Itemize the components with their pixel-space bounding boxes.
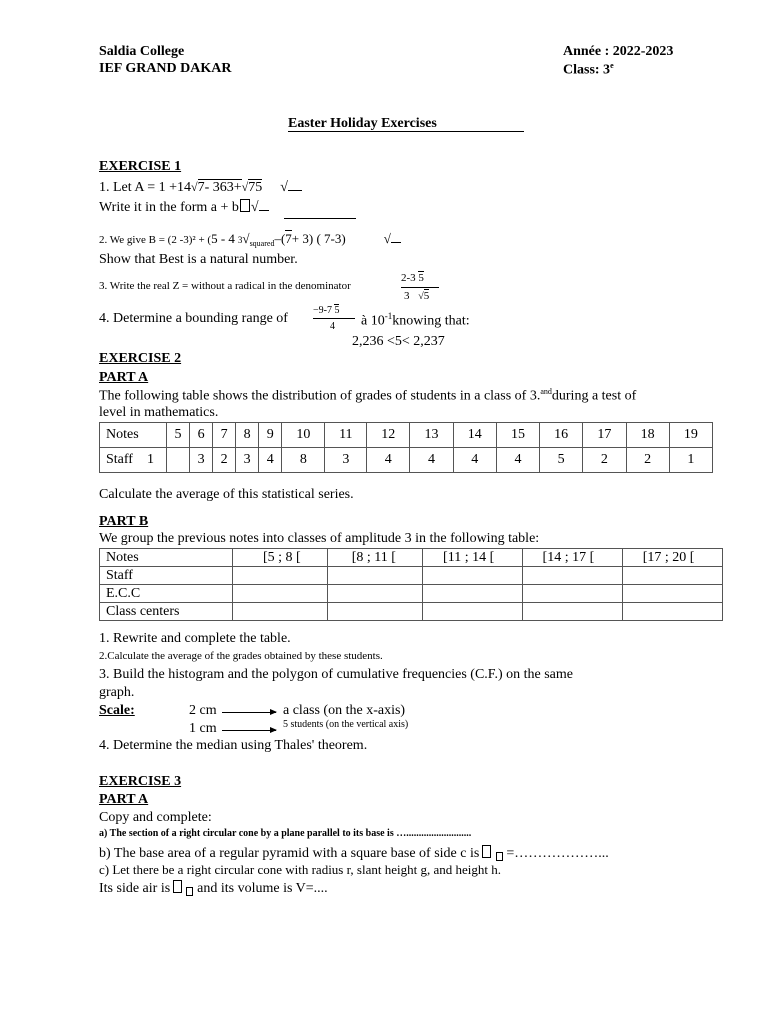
table-cell: 4 <box>410 448 453 473</box>
ex2-intro-text: The following table shows the distribution of grades of students in a class of 3. <box>99 388 541 404</box>
q3-den-radicand: 5 <box>423 290 430 302</box>
q2-part-b: 5 - 4 <box>211 231 235 246</box>
q3-num-text: 2-3 <box>401 272 416 284</box>
table-cell: 5 <box>540 448 583 473</box>
ex3-part-a: PART A <box>99 792 149 807</box>
q3-denominator: 3 √5 <box>404 290 430 302</box>
table-row <box>100 423 713 448</box>
scale-x-desc: a class (on the x-axis) <box>283 703 406 718</box>
table-cell: 2 <box>213 448 236 473</box>
exercise-2-heading: EXERCISE 2 <box>99 351 182 366</box>
q4-ineq-right: < 2,237 <box>401 334 445 349</box>
table-row <box>100 567 723 585</box>
classes-table <box>99 548 723 621</box>
table-cell: 9 <box>259 423 282 448</box>
ex2-b3-cont: graph. <box>99 685 135 700</box>
arrow-icon <box>222 730 276 731</box>
q2-root: √ <box>242 231 250 246</box>
q4-num-text: −9-7 <box>313 305 332 316</box>
table-cell <box>522 567 622 585</box>
table-cell: 4 <box>367 448 410 473</box>
q1-form-text: Write it in the form a + b <box>99 200 239 215</box>
q3-den-text: 3 <box>404 290 410 302</box>
table-cell <box>327 603 422 621</box>
table-cell <box>522 603 622 621</box>
table-cell: [8 ; 11 [ <box>327 549 422 567</box>
ex1-q3: 3. Write the real Z = without a radical in the denominator <box>99 280 351 292</box>
table-cell: 14 <box>453 423 496 448</box>
scale-y-desc: 5 students (on the vertical axis) <box>283 719 409 730</box>
table-cell: 2 <box>583 448 626 473</box>
table-cell: 6 <box>190 423 213 448</box>
table-row <box>100 603 723 621</box>
ex2-intro <box>99 387 636 405</box>
table-cell <box>423 603 523 621</box>
ex3-d-text: Its side air is <box>99 881 171 896</box>
table-cell: 4 <box>453 448 496 473</box>
table-cell <box>622 585 722 603</box>
table-cell <box>622 567 722 585</box>
table-cell: [14 ; 17 [ <box>522 549 622 567</box>
q3-num-radicand: 5 <box>418 272 424 284</box>
table-cell: 7 <box>213 423 236 448</box>
ex3-a: a) The section of a right circular cone by a plane parallel to its base is ….......................... <box>99 828 472 839</box>
table-row <box>100 549 723 567</box>
table-cell: 18 <box>626 423 669 448</box>
scale-label: Scale: <box>99 703 135 718</box>
q2-part-f: –( <box>274 231 286 246</box>
table-cell <box>423 567 523 585</box>
table-cell: Notes <box>100 549 233 567</box>
ex1-q1-form <box>99 199 269 216</box>
title-underline <box>288 131 524 132</box>
ex2-intro-text-2: during a test of <box>551 388 637 404</box>
ex1-q1: 1. Let A = 1 +14√7- 363+√75 √ <box>99 180 302 196</box>
q4-exponent: -1 <box>384 311 393 321</box>
table-cell: Staff 1 <box>100 448 167 473</box>
table-cell: 17 <box>583 423 626 448</box>
answer-line <box>284 218 356 219</box>
arrow-icon <box>222 712 276 713</box>
class-label <box>563 61 614 79</box>
ex2-calc: Calculate the average of this statistical series. <box>99 487 354 502</box>
table-cell: 19 <box>669 423 712 448</box>
ex3-b-text: b) The base area of a regular pyramid with a square base of side c is <box>99 846 480 861</box>
table-cell: 3 <box>236 448 259 473</box>
q4-end-text: knowing that: <box>392 313 470 329</box>
table-cell <box>327 567 422 585</box>
ex2-intro-sup: and <box>540 387 552 396</box>
ex3-d-end: and its volume is V=.... <box>197 881 328 896</box>
ex2-part-b-intro: We group the previous notes into classes of amplitude 3 in the following table: <box>99 531 540 546</box>
table-cell: Notes <box>100 423 167 448</box>
school-name: Saldia College <box>99 44 185 59</box>
ex3-d <box>99 880 328 897</box>
table-row <box>100 585 723 603</box>
q2-part-h: + 3) ( 7-3) <box>291 231 346 246</box>
ief-name: IEF GRAND DAKAR <box>99 61 232 76</box>
table-row <box>100 448 713 473</box>
q3-fraction-bar <box>401 287 439 288</box>
table-cell: 8 <box>282 448 325 473</box>
table-cell: 16 <box>540 423 583 448</box>
table-cell: E.C.C <box>100 585 233 603</box>
table-cell: 3 <box>325 448 367 473</box>
ex2-part-b: PART B <box>99 514 149 529</box>
q2-part-a: 2. We give B = (2 -3)² + ( <box>99 234 212 246</box>
q4-continuation <box>361 311 470 330</box>
q2-root-2: √ <box>383 231 391 246</box>
table-cell: 12 <box>367 423 410 448</box>
table-cell: [5 ; 8 [ <box>233 549 328 567</box>
table-cell: 13 <box>410 423 453 448</box>
table-cell: 1 <box>669 448 712 473</box>
exercise-3-heading: EXERCISE 3 <box>99 774 182 789</box>
ex3-copy: Copy and complete: <box>99 810 212 825</box>
q4-mid-text: à 10 <box>361 313 385 329</box>
q4-ineq-left: 2,236 <5 <box>352 334 402 349</box>
ex1-q4: 4. Determine a bounding range of <box>99 311 288 326</box>
table-cell: Staff <box>100 567 233 585</box>
school-year: Année : 2022-2023 <box>563 44 674 59</box>
q4-numerator <box>313 305 339 316</box>
class-sup: e <box>610 61 614 70</box>
table-cell: 10 <box>282 423 325 448</box>
q1-part-c: 75 <box>248 180 263 195</box>
q1-part-b: 7- 363+ <box>197 180 242 195</box>
ex2-intro-line2: level in mathematics. <box>99 405 219 420</box>
table-cell <box>522 585 622 603</box>
q2-part-c: 3 <box>237 235 243 245</box>
table-cell: 4 <box>259 448 282 473</box>
grades-table <box>99 422 713 473</box>
table-cell <box>167 448 190 473</box>
ex2-part-a: PART A <box>99 370 149 385</box>
table-cell: 3 <box>190 448 213 473</box>
table-cell <box>233 567 328 585</box>
exercise-1-heading: EXERCISE 1 <box>99 159 182 174</box>
q1-root: √ <box>280 180 288 195</box>
ex2-b4: 4. Determine the median using Thales' theorem. <box>99 738 368 753</box>
table-cell: 11 <box>325 423 367 448</box>
ex3-c: c) Let there be a right circular cone with radius r, slant height g, and height h. <box>99 862 501 877</box>
q4-num-radicand: 5 <box>334 305 340 316</box>
ex2-b3: 3. Build the histogram and the polygon of cumulative frequencies (C.F.) on the same <box>99 667 573 682</box>
table-cell: Class centers <box>100 603 233 621</box>
page-title: Easter Holiday Exercises <box>288 116 437 131</box>
class-label-text: Class: 3 <box>563 62 611 78</box>
table-cell: 5 <box>167 423 190 448</box>
q2-squared: squared <box>249 239 275 249</box>
table-cell: 8 <box>236 423 259 448</box>
scale-2cm: 2 cm <box>189 703 217 718</box>
q4-fraction-bar <box>313 318 355 319</box>
table-cell: 15 <box>496 423 539 448</box>
ex2-b1: 1. Rewrite and complete the table. <box>99 631 291 646</box>
ex2-b2: 2.Calculate the average of the grades obtained by these students. <box>99 650 383 662</box>
q1-form-root: √ <box>250 200 259 215</box>
ex3-b-end: =………………... <box>506 846 609 861</box>
q3-numerator <box>401 272 424 284</box>
table-cell: 4 <box>496 448 539 473</box>
ex1-q2-show: Show that Best is a natural number. <box>99 252 298 267</box>
q1-part-a: 1. Let A = 1 +14 <box>99 180 192 195</box>
q2-part-g: 7 <box>285 231 292 246</box>
table-cell <box>233 585 328 603</box>
scale-1cm: 1 cm <box>189 721 217 736</box>
q4-denominator: 4 <box>330 321 335 332</box>
table-cell: [11 ; 14 [ <box>423 549 523 567</box>
ex3-b <box>99 845 609 862</box>
table-cell <box>423 585 523 603</box>
table-cell: [17 ; 20 [ <box>622 549 722 567</box>
table-cell <box>327 585 422 603</box>
table-cell <box>622 603 722 621</box>
table-cell: 2 <box>626 448 669 473</box>
q4-inequality <box>352 334 445 350</box>
ex1-q2 <box>99 231 401 248</box>
table-cell <box>233 603 328 621</box>
